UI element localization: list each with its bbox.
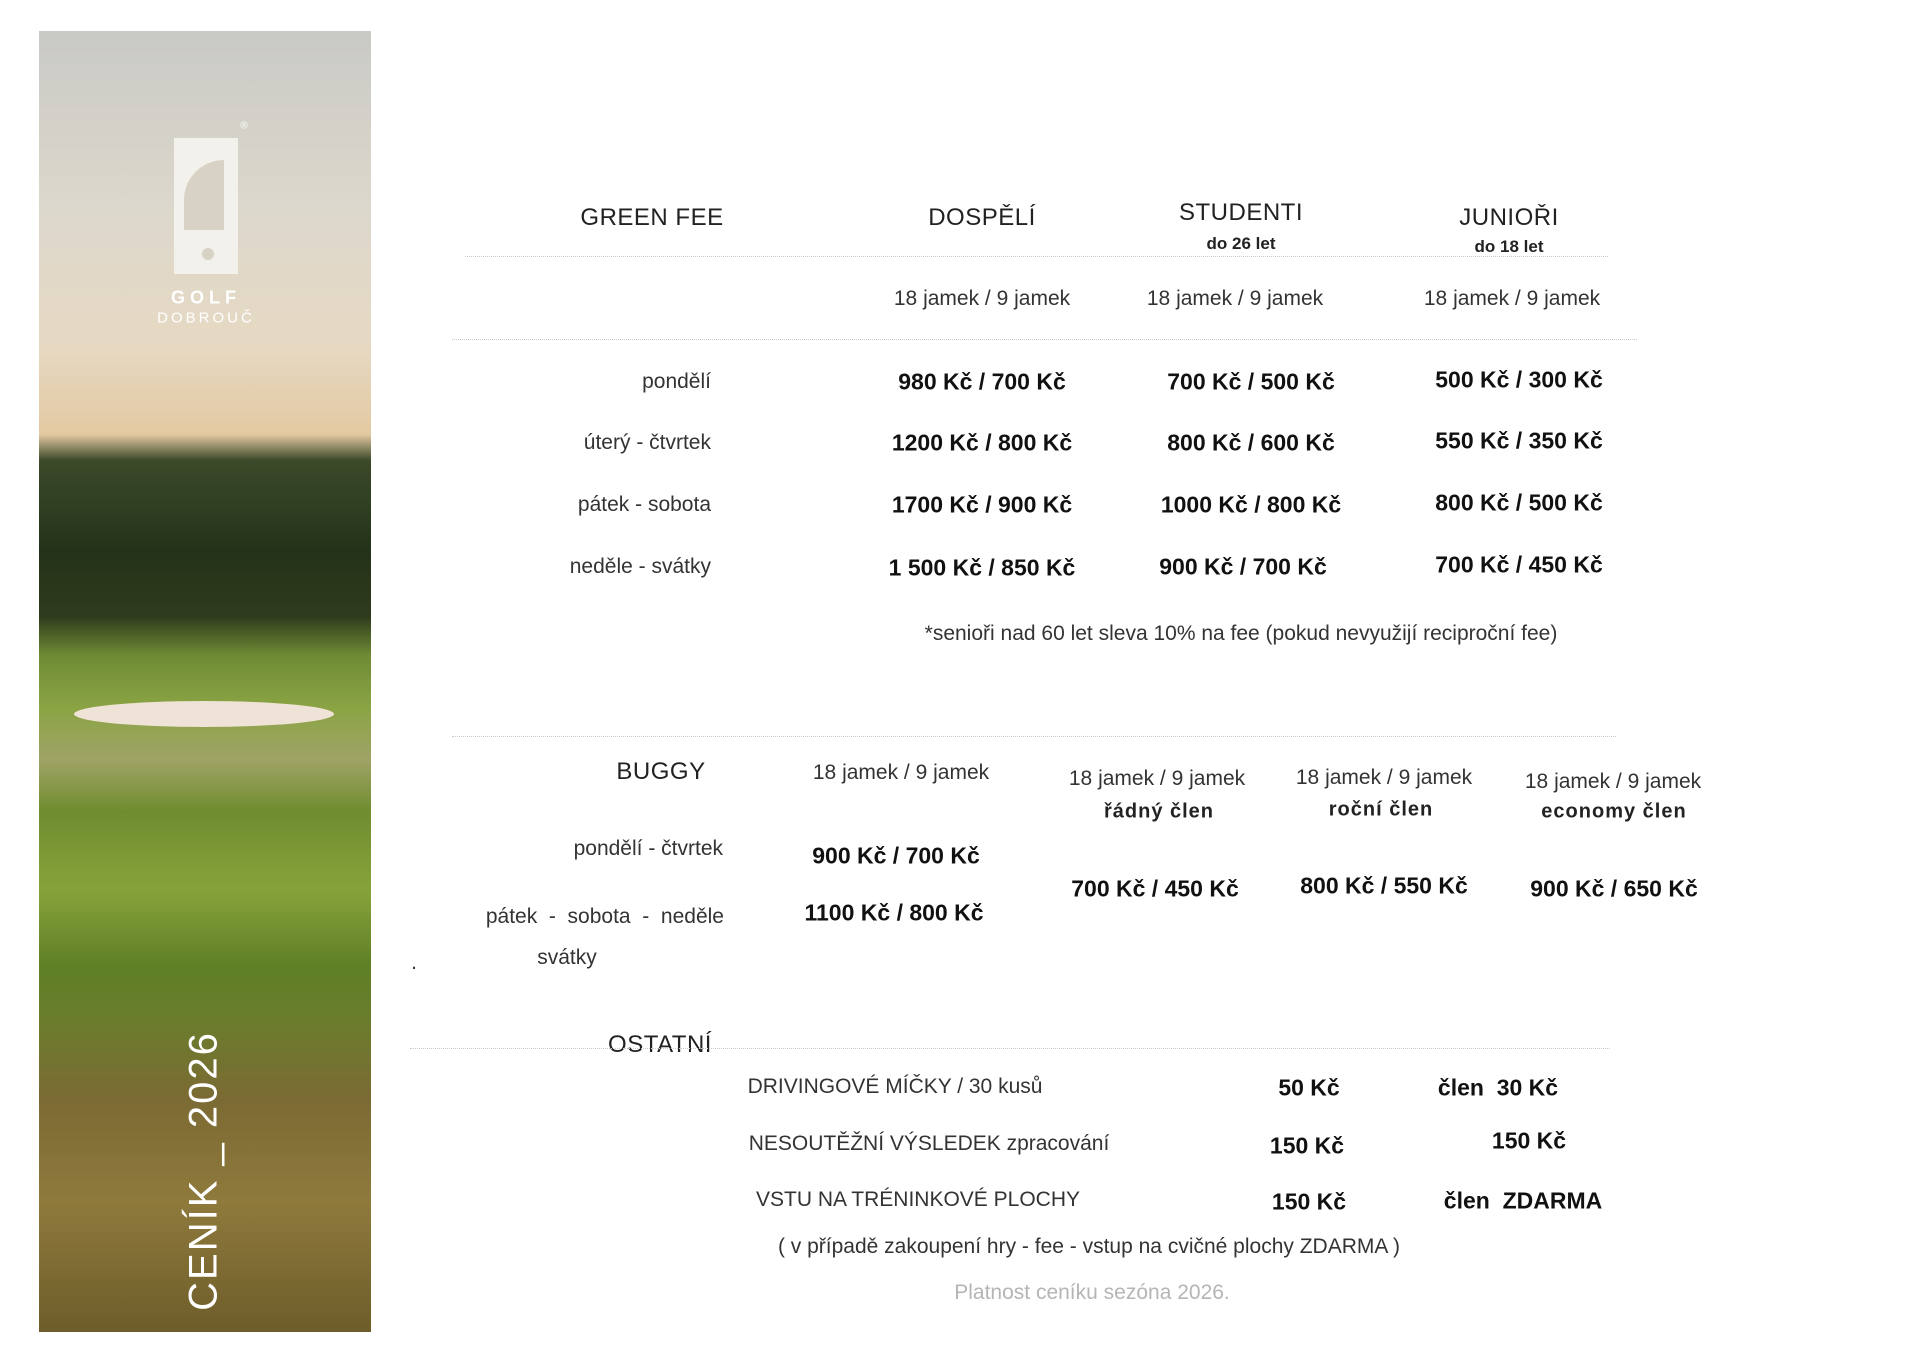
sand-bunker	[74, 701, 334, 727]
divider	[465, 256, 1608, 257]
col-header-students: STUDENTI	[1179, 199, 1303, 226]
holes-label: 18 jamek / 9 jamek	[1295, 766, 1473, 789]
price-students: 1000 Kč / 800 Kč	[1160, 491, 1342, 518]
divider	[452, 736, 1616, 737]
price-students: 900 Kč / 700 Kč	[1159, 553, 1327, 580]
member-label-regular: řádný člen	[1103, 800, 1215, 823]
holes-label: 18 jamek / 9 jamek	[1423, 287, 1601, 310]
divider	[410, 1048, 1610, 1049]
logo-text-dobrouc: DOBROUČ	[157, 309, 255, 327]
buggy-member-price: 700 Kč / 450 Kč	[1071, 875, 1239, 902]
validity-note: Platnost ceníku sezóna 2026.	[954, 1281, 1230, 1304]
price-adults: 1200 Kč / 800 Kč	[891, 429, 1073, 456]
holes-label: 18 jamek / 9 jamek	[812, 761, 990, 784]
price-juniors: 550 Kč / 350 Kč	[1435, 427, 1603, 454]
price-juniors: 500 Kč / 300 Kč	[1435, 366, 1603, 393]
item-member-price: člen ZDARMA	[1443, 1187, 1603, 1214]
holes-label: 18 jamek / 9 jamek	[1146, 287, 1324, 310]
golf-logo-icon	[174, 138, 238, 274]
col-sub-students: do 26 let	[1206, 234, 1276, 253]
buggy-member-price: 900 Kč / 650 Kč	[1530, 875, 1698, 902]
col-header-juniors: JUNIOŘI	[1459, 204, 1559, 231]
item-price: 150 Kč	[1269, 1132, 1345, 1159]
member-label-annual: roční člen	[1328, 798, 1434, 821]
buggy-member-price: 800 Kč / 550 Kč	[1300, 872, 1468, 899]
day-label: úterý - čtvrtek	[583, 431, 711, 454]
price-students: 800 Kč / 600 Kč	[1167, 429, 1335, 456]
buggy-price: 900 Kč / 700 Kč	[812, 842, 980, 869]
buggy-title: BUGGY	[616, 758, 706, 785]
registered-mark: ®	[240, 120, 248, 132]
price-juniors: 800 Kč / 500 Kč	[1435, 489, 1603, 516]
green-fee-title: GREEN FEE	[580, 204, 724, 231]
holes-label: 18 jamek / 9 jamek	[1068, 767, 1246, 790]
holes-label: 18 jamek / 9 jamek	[1524, 770, 1702, 793]
item-label: DRIVINGOVÉ MÍČKY / 30 kusů	[747, 1075, 1043, 1098]
item-member-price: člen 30 Kč	[1437, 1074, 1559, 1101]
price-adults: 980 Kč / 700 Kč	[898, 368, 1066, 395]
buggy-price: 1100 Kč / 800 Kč	[804, 899, 984, 926]
vertical-title: CENÍK _ 2026	[181, 1031, 226, 1311]
day-label: pátek - sobota	[577, 493, 711, 516]
item-price: 50 Kč	[1278, 1074, 1340, 1101]
holes-label: 18 jamek / 9 jamek	[893, 287, 1071, 310]
stray-dot: .	[411, 951, 417, 974]
day-label: pondělí - čtvrtek	[573, 837, 723, 860]
footnote: ( v případě zakoupení hry - fee - vstup na cvičné plochy ZDARMA )	[777, 1235, 1401, 1258]
item-label: VSTU NA TRÉNINKOVÉ PLOCHY	[755, 1188, 1081, 1211]
logo-text-golf: GOLF	[171, 287, 241, 308]
item-member-price: 150 Kč	[1491, 1127, 1567, 1154]
other-title: OSTATNÍ	[608, 1031, 712, 1058]
day-label: pátek - sobota - neděle	[485, 905, 724, 928]
divider	[452, 339, 1637, 340]
col-sub-juniors: do 18 let	[1474, 237, 1544, 256]
item-label: NESOUTĚŽNÍ VÝSLEDEK zpracování	[748, 1132, 1110, 1155]
item-price: 150 Kč	[1271, 1188, 1347, 1215]
sidebar-photo-panel	[39, 31, 371, 1332]
price-adults: 1 500 Kč / 850 Kč	[888, 554, 1076, 581]
day-label: neděle - svátky	[569, 555, 711, 578]
member-label-economy: economy člen	[1541, 800, 1687, 823]
price-juniors: 700 Kč / 450 Kč	[1435, 551, 1603, 578]
day-label-cont: svátky	[537, 946, 597, 969]
day-label: pondělí	[642, 370, 711, 393]
price-adults: 1700 Kč / 900 Kč	[891, 491, 1073, 518]
price-students: 700 Kč / 500 Kč	[1167, 368, 1335, 395]
senior-note: *senioři nad 60 let sleva 10% na fee (pokud nevyužijí reciproční fee)	[924, 622, 1558, 645]
col-header-adults: DOSPĚLÍ	[928, 204, 1036, 231]
